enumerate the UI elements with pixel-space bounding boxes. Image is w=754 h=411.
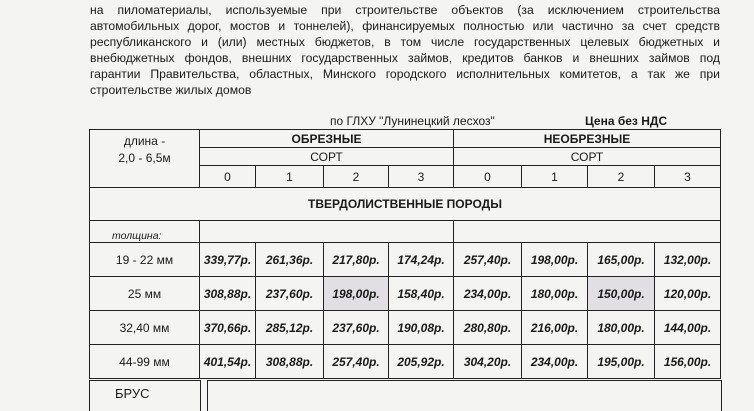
price-cell: 132,00р. bbox=[655, 243, 721, 277]
price-cell: 339,77р. bbox=[200, 243, 256, 277]
thickness-label: толщина: bbox=[90, 221, 200, 243]
price-cell: 216,00р. bbox=[522, 311, 588, 345]
price-cell: 120,00р. bbox=[655, 277, 721, 311]
price-cell: 150,00р. bbox=[588, 277, 655, 311]
paragraph-line: автомобильных дорог, мостов и тоннелей), финансируемых полностью или частично за счет средств bbox=[90, 19, 720, 33]
price-cell: 144,00р. bbox=[655, 311, 721, 345]
length-range: 2,0 - 6,5м bbox=[118, 151, 171, 165]
table-row bbox=[90, 311, 721, 345]
grade-header: 1 bbox=[522, 166, 588, 188]
price-cell: 308,88р. bbox=[200, 277, 256, 311]
price-cell: 190,08р. bbox=[389, 311, 454, 345]
row-label: 32,40 мм bbox=[90, 311, 200, 345]
table-row bbox=[90, 243, 721, 277]
price-cell: 280,80р. bbox=[454, 311, 522, 345]
length-label: длина - bbox=[123, 134, 166, 148]
price-cell: 158,40р. bbox=[389, 277, 454, 311]
price-cell: 198,00р. bbox=[324, 277, 389, 311]
price-cell: 234,00р. bbox=[454, 277, 522, 311]
paragraph-line: строительстве жилых домов bbox=[90, 83, 252, 97]
price-cell: 308,88р. bbox=[256, 345, 324, 379]
grade-header: 3 bbox=[655, 166, 721, 188]
brus-label: БРУС bbox=[115, 386, 150, 401]
price-cell: 401,54р. bbox=[200, 345, 256, 379]
price-cell: 180,00р. bbox=[522, 277, 588, 311]
price-cell: 304,20р. bbox=[454, 345, 522, 379]
price-cell: 195,00р. bbox=[588, 345, 655, 379]
group-unedged-header: НЕОБРЕЗНЫЕ bbox=[454, 130, 721, 148]
paragraph-line: на пиломатериалы, используемые при строительстве объектов (за исключением строительства bbox=[90, 3, 720, 17]
price-cell: 156,00р. bbox=[655, 345, 721, 379]
price-cell: 237,60р. bbox=[256, 277, 324, 311]
price-cell: 285,12р. bbox=[256, 311, 324, 345]
table-row bbox=[90, 277, 721, 311]
price-cell: 165,00р. bbox=[588, 243, 655, 277]
spacer-cell bbox=[200, 221, 454, 243]
paragraph-line: республиканского и (или) местных бюджетов, в том числе государственных целевых бюджетных и bbox=[90, 35, 720, 49]
row-label: 19 - 22 мм bbox=[90, 243, 200, 277]
price-cell: 257,40р. bbox=[324, 345, 389, 379]
brus-section-header bbox=[89, 380, 201, 411]
grade-header: 2 bbox=[324, 166, 389, 188]
spacer-cell bbox=[454, 221, 721, 243]
section-title: ТВЕРДОЛИСТВЕННЫЕ ПОРОДЫ bbox=[90, 188, 721, 221]
grade-header: 2 bbox=[588, 166, 655, 188]
sort-header-edged: СОРТ bbox=[200, 148, 454, 166]
price-cell: 261,36р. bbox=[256, 243, 324, 277]
price-note: Цена без НДС bbox=[585, 114, 668, 128]
row-label: 44-99 мм bbox=[90, 345, 200, 379]
price-cell: 174,24р. bbox=[389, 243, 454, 277]
price-table bbox=[89, 129, 721, 379]
intro-paragraph bbox=[90, 2, 720, 98]
supplier-label: по ГЛХУ "Лунинецкий лесхоз" bbox=[330, 114, 495, 128]
paragraph-line: внебюджетных фондов, внешних государственных займов, кредитов банков и внешних займов под bbox=[90, 51, 720, 65]
brus-section-box bbox=[207, 380, 722, 411]
price-cell: 237,60р. bbox=[324, 311, 389, 345]
grade-header: 0 bbox=[454, 166, 522, 188]
price-cell: 180,00р. bbox=[588, 311, 655, 345]
grade-header: 0 bbox=[200, 166, 256, 188]
price-cell: 257,40р. bbox=[454, 243, 522, 277]
price-cell: 370,66р. bbox=[200, 311, 256, 345]
price-cell: 234,00р. bbox=[522, 345, 588, 379]
table-row bbox=[90, 345, 721, 379]
row-label: 25 мм bbox=[90, 277, 200, 311]
price-cell: 217,80р. bbox=[324, 243, 389, 277]
price-cell: 205,92р. bbox=[389, 345, 454, 379]
grade-header: 3 bbox=[389, 166, 454, 188]
length-header bbox=[90, 130, 200, 188]
group-edged-header: ОБРЕЗНЫЕ bbox=[200, 130, 454, 148]
price-cell: 198,00р. bbox=[522, 243, 588, 277]
grade-header: 1 bbox=[256, 166, 324, 188]
paragraph-line: гарантии Правительства, областных, Минского городского исполнительных комитетов, а так же при bbox=[90, 67, 720, 81]
sort-header-unedged: СОРТ bbox=[454, 148, 721, 166]
